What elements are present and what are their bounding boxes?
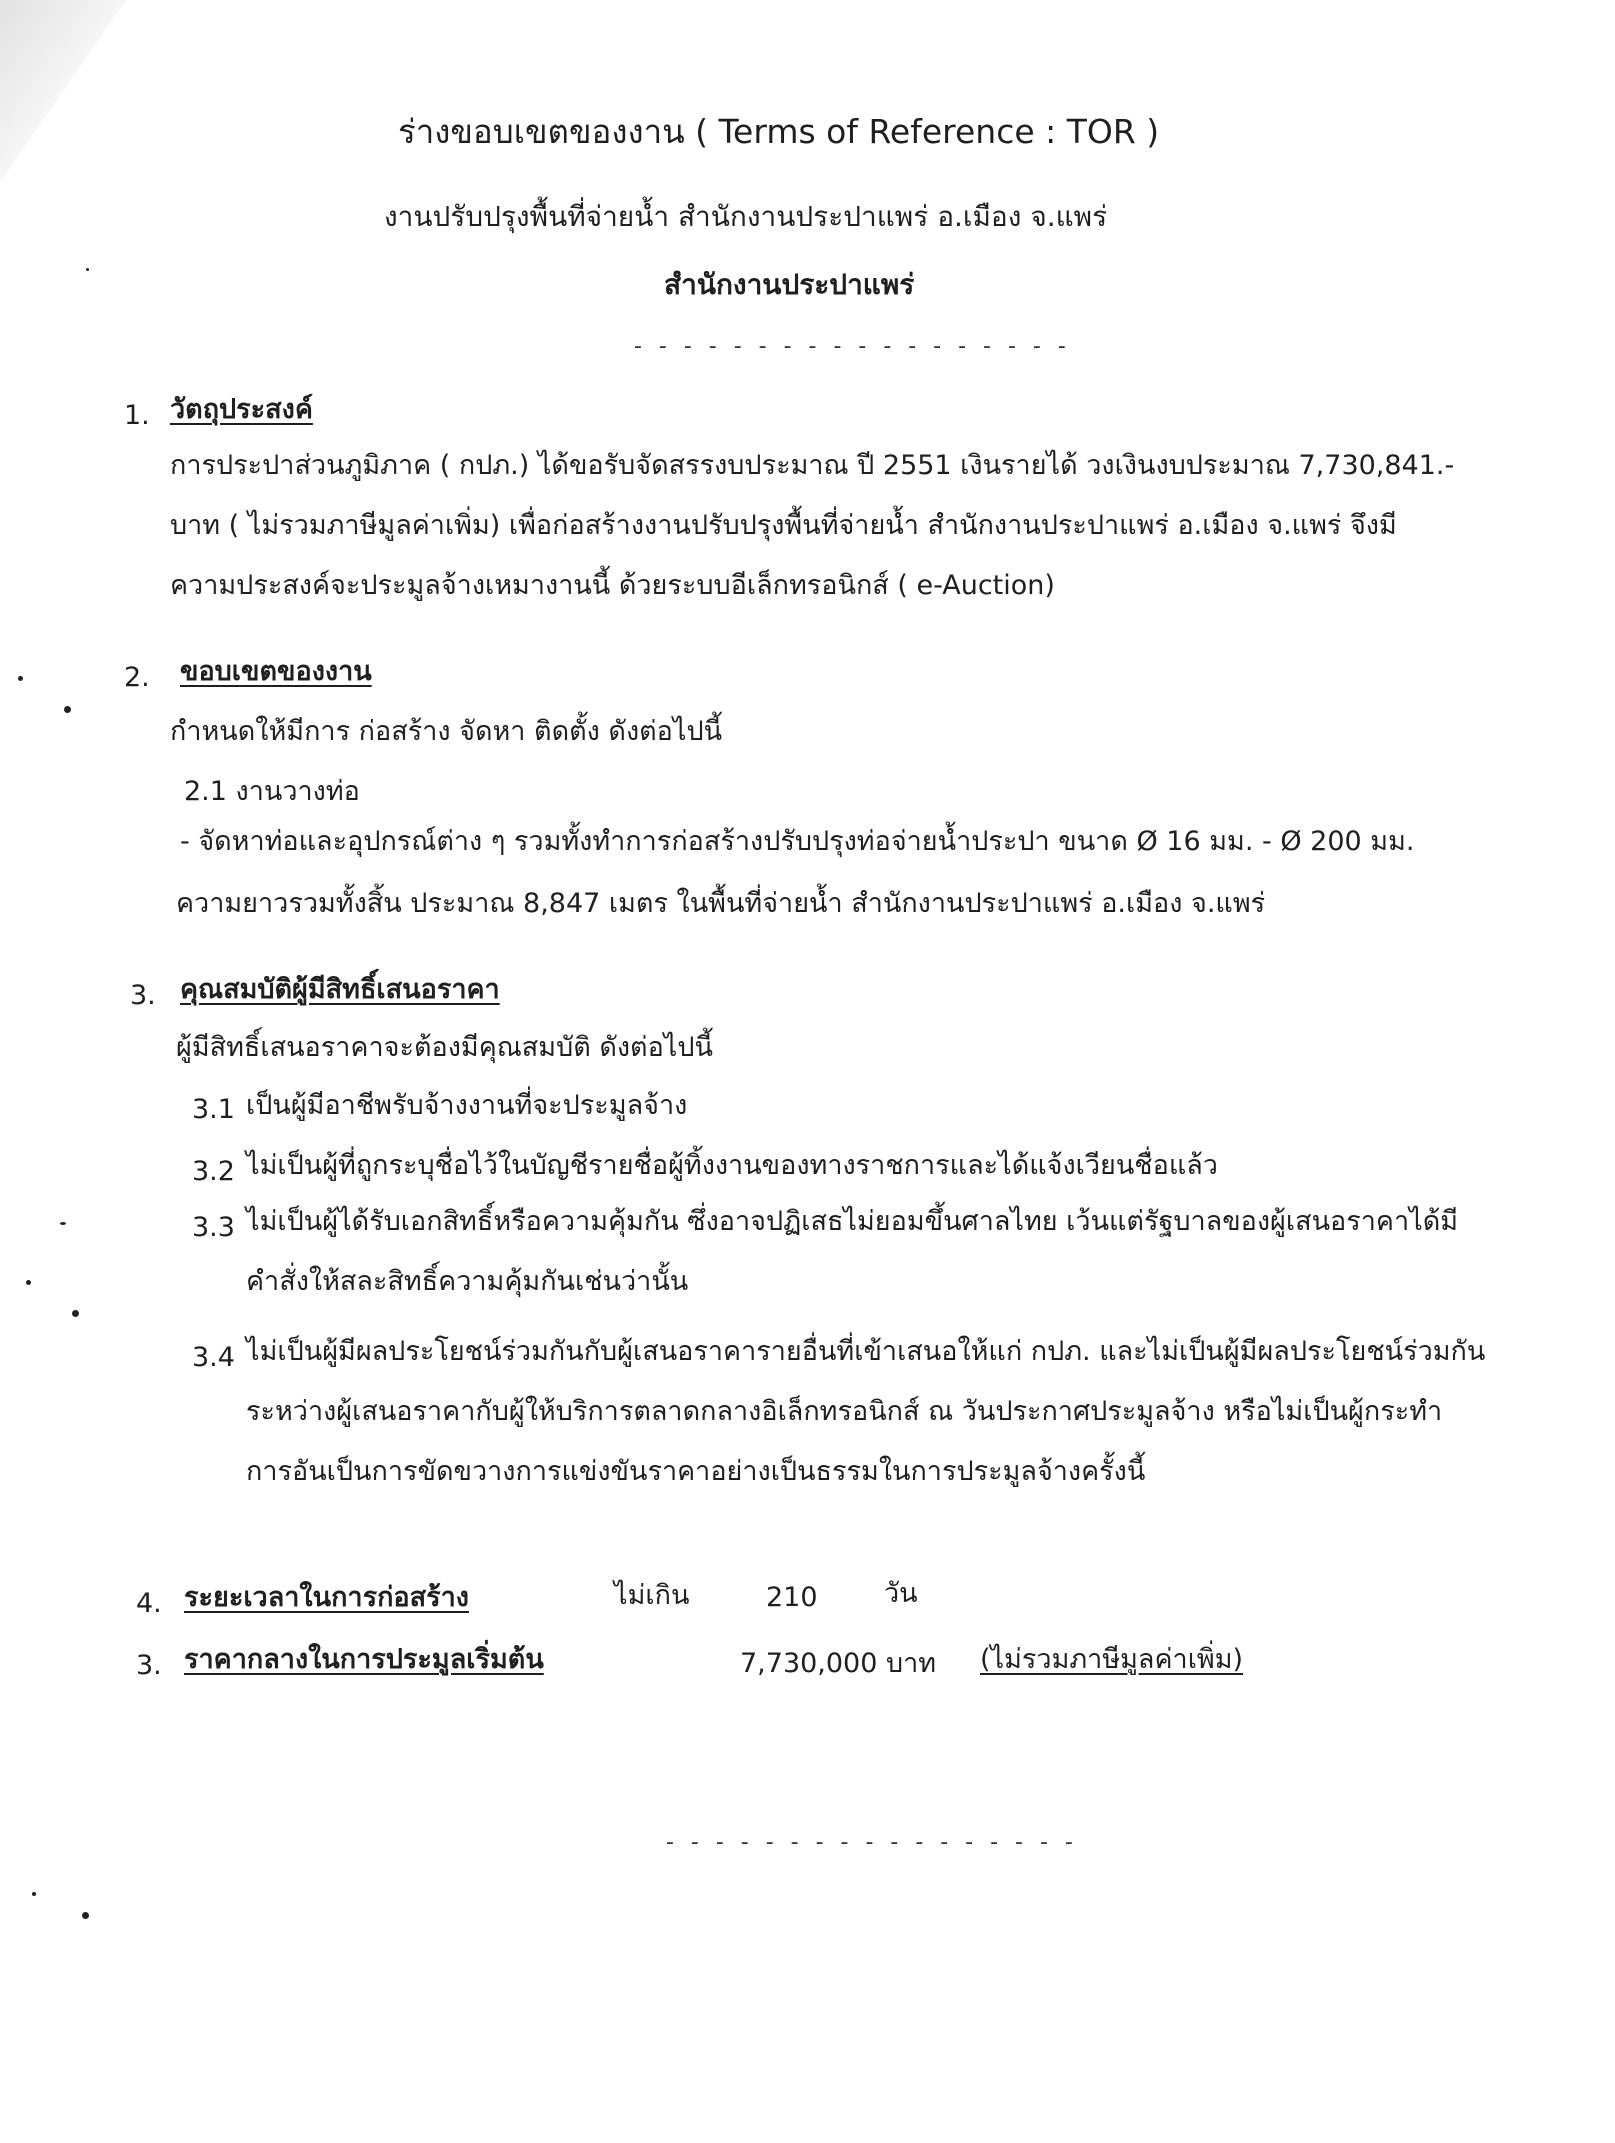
scan-speck <box>64 706 71 713</box>
project-subtitle: งานปรับปรุงพื้นที่จ่ายน้ำ สำนักงานประปาแพร่ อ.เมือง จ.แพร่ <box>384 200 1108 233</box>
section2-heading: ขอบเขตของงาน <box>180 656 372 687</box>
section3-heading: คุณสมบัติผู้มีสิทธิ์เสนอราคา <box>180 974 500 1005</box>
section3-item-text: ระหว่างผู้เสนอราคากับผู้ให้บริการตลาดกลางอิเล็กทรอนิกส์ ณ วันประกาศประมูลจ้าง หรือไม่เป็นผู้กระทำ <box>246 1396 1443 1427</box>
section1-line: การประปาส่วนภูมิภาค ( กปภ.) ได้ขอรับจัดสรรงบประมาณ ปี 2551 เงินรายได้ วงเงินงบประมาณ 7,730,841.- <box>170 450 1455 481</box>
document-title: ร่างขอบเขตของงาน ( Terms of Reference : TOR ) <box>398 112 1160 151</box>
office-name: สำนักงานประปาแพร่ <box>664 268 915 301</box>
scan-speck <box>82 1912 89 1919</box>
section2-line: - จัดหาท่อและอุปกรณ์ต่าง ๆ รวมทั้งทำการก่อสร้างปรับปรุงท่อจ่ายน้ำประปา ขนาด Ø 16 มม. - Ø 200 มม. <box>180 826 1415 857</box>
duration-qualifier: ไม่เกิน <box>614 1580 690 1611</box>
section2-number: 2. <box>124 662 150 693</box>
scan-speck <box>86 268 89 271</box>
page-fold-shadow <box>0 0 140 240</box>
scan-speck <box>32 1892 36 1896</box>
section2-item-label: 2.1 งานวางท่อ <box>184 776 360 807</box>
reference-price-amount: 7,730,000 บาท <box>740 1648 937 1679</box>
section4-number: 4. <box>136 1588 162 1619</box>
section3-item-text: ไม่เป็นผู้มีผลประโยชน์ร่วมกันกับผู้เสนอราคารายอื่นที่เข้าเสนอให้แก่ กปภ. และไม่เป็นผู้มีผลประโยชน์ร่วมกัน <box>246 1336 1486 1367</box>
scan-speck <box>26 1280 31 1285</box>
scan-speck <box>72 1310 79 1317</box>
section2-line: ความยาวรวมทั้งสิ้น ประมาณ 8,847 เมตร ในพื้นที่จ่ายน้ำ สำนักงานประปาแพร่ อ.เมือง จ.แพร่ <box>176 888 1266 919</box>
section3-item-text: เป็นผู้มีอาชีพรับจ้างงานที่จะประมูลจ้าง <box>246 1090 688 1121</box>
header-divider: - - - - - - - - - - - - - - - - - - <box>634 334 1071 359</box>
scan-speck <box>18 676 23 681</box>
section3-number: 3. <box>130 980 156 1011</box>
section1-line: ความประสงค์จะประมูลจ้างเหมางานนี้ ด้วยระบบอีเล็กทรอนิกส์ ( e-Auction) <box>170 570 1055 601</box>
section5-number: 3. <box>136 1650 162 1681</box>
section2-intro: กำหนดให้มีการ ก่อสร้าง จัดหา ติดตั้ง ดังต่อไปนี้ <box>170 716 723 747</box>
section3-item-text: ไม่เป็นผู้ที่ถูกระบุชื่อไว้ในบัญชีรายชื่อผู้ทิ้งงานของทางราชการและได้แจ้งเวียนชื่อแล้ว <box>246 1150 1218 1181</box>
section3-item-text: ไม่เป็นผู้ได้รับเอกสิทธิ์หรือความคุ้มกัน ซึ่งอาจปฏิเสธไม่ยอมขึ้นศาลไทย เว้นแต่รัฐบาลของผู้เสนอราคาได้มี <box>246 1206 1459 1237</box>
section3-item-text: คำสั่งให้สละสิทธิ์ความคุ้มกันเช่นว่านั้น <box>246 1266 689 1297</box>
section3-item-number: 3.3 <box>192 1212 235 1243</box>
section3-item-text: การอันเป็นการขัดขวางการแข่งขันราคาอย่างเป็นธรรมในการประมูลจ้างครั้งนี้ <box>246 1456 1146 1487</box>
section4-heading: ระยะเวลาในการก่อสร้าง <box>184 1582 469 1613</box>
vat-note: (ไม่รวมภาษีมูลค่าเพิ่ม) <box>980 1644 1244 1675</box>
duration-unit: วัน <box>884 1578 918 1609</box>
section1-number: 1. <box>124 400 150 431</box>
section3-item-number: 3.2 <box>192 1156 235 1187</box>
section3-intro: ผู้มีสิทธิ์เสนอราคาจะต้องมีคุณสมบัติ ดังต่อไปนี้ <box>176 1032 713 1063</box>
section3-item-number: 3.4 <box>192 1342 235 1373</box>
footer-divider: - - - - - - - - - - - - - - - - - <box>666 1830 1078 1855</box>
section1-line: บาท ( ไม่รวมภาษีมูลค่าเพิ่ม) เพื่อก่อสร้างงานปรับปรุงพื้นที่จ่ายน้ำ สำนักงานประปาแพร่ อ.เมือง จ.แพร่ จึงมี <box>170 510 1397 541</box>
section1-heading: วัตถุประสงค์ <box>170 394 313 425</box>
duration-value: 210 <box>766 1582 818 1613</box>
section3-item-number: 3.1 <box>192 1094 235 1125</box>
section5-heading: ราคากลางในการประมูลเริ่มต้น <box>184 1644 544 1675</box>
scan-speck <box>60 1222 66 1225</box>
